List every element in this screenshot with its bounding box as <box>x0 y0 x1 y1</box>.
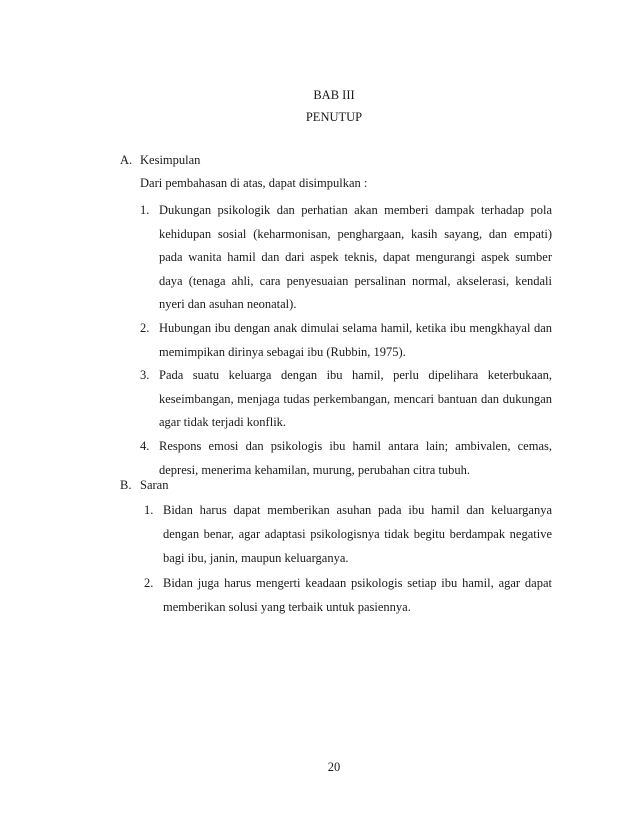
section-b-heading <box>120 478 168 493</box>
page-number: 20 <box>327 760 341 774</box>
item-text: Bidan harus dapat memberikan asuhan pada ibu hamil dan keluarganya dengan benar, agar adaptasi psikologisnya tidak begitu berdampak negative bagi ibu, janin, maupun keluarganya. <box>163 503 552 566</box>
item-number: 1. <box>144 503 154 517</box>
list-item <box>140 364 552 435</box>
item-number: 2. <box>144 575 154 590</box>
list-item <box>144 498 552 571</box>
section-a-intro: Dari pembahasan di atas, dapat disimpulkan : <box>140 176 368 190</box>
item-text: Respons emosi dan psikologis ibu hamil antara lain; ambivalen, cemas, depresi, menerima kehamilan, murung, perubahan citra tubuh. <box>159 438 552 477</box>
chapter-title: PENUTUP <box>305 110 363 124</box>
section-a-title: Kesimpulan <box>140 153 201 167</box>
section-b-letter: B. <box>120 478 132 492</box>
item-text: Hubungan ibu dengan anak dimulai selama hamil, ketika ibu mengkhayal dan memimpikan dirinya sebagai ibu (Rubbin, 1975). <box>159 320 552 359</box>
section-a-heading <box>120 153 200 168</box>
list-item <box>140 317 552 364</box>
item-text: Bidan juga harus mengerti keadaan psikologis setiap ibu hamil, agar dapat memberikan solusi yang terbaik untuk pasiennya. <box>163 575 552 614</box>
list-item <box>140 435 552 482</box>
suggestion-list <box>144 498 552 619</box>
list-item <box>144 571 552 619</box>
item-text: Pada suatu keluarga dengan ibu hamil, perlu dipelihara keterbukaan, keseimbangan, menjaga tudas perkembangan, mencari bantuan dan dukungan agar tidak terjadi konflik. <box>159 368 552 430</box>
item-text: Dukungan psikologik dan perhatian akan memberi dampak terhadap pola kehidupan sosial (keharmonisan, penghargaan, kasih sayang, dan empati) pada wanita hamil dan dari aspek teknis, dapat mengurangi aspek sumber daya (tenaga ahli, cara penyesuaian persalinan normal, akselerasi, kendali nyeri dan asuhan neonatal). <box>159 203 552 312</box>
section-b-title: Saran <box>140 478 169 492</box>
item-number: 2. <box>140 320 150 335</box>
conclusion-list <box>140 199 552 482</box>
item-number: 4. <box>140 438 150 453</box>
section-a-letter: A. <box>120 153 133 167</box>
item-number: 1. <box>140 203 150 217</box>
chapter-number: BAB III <box>313 88 355 102</box>
item-number: 3. <box>140 368 150 383</box>
list-item <box>140 199 552 317</box>
